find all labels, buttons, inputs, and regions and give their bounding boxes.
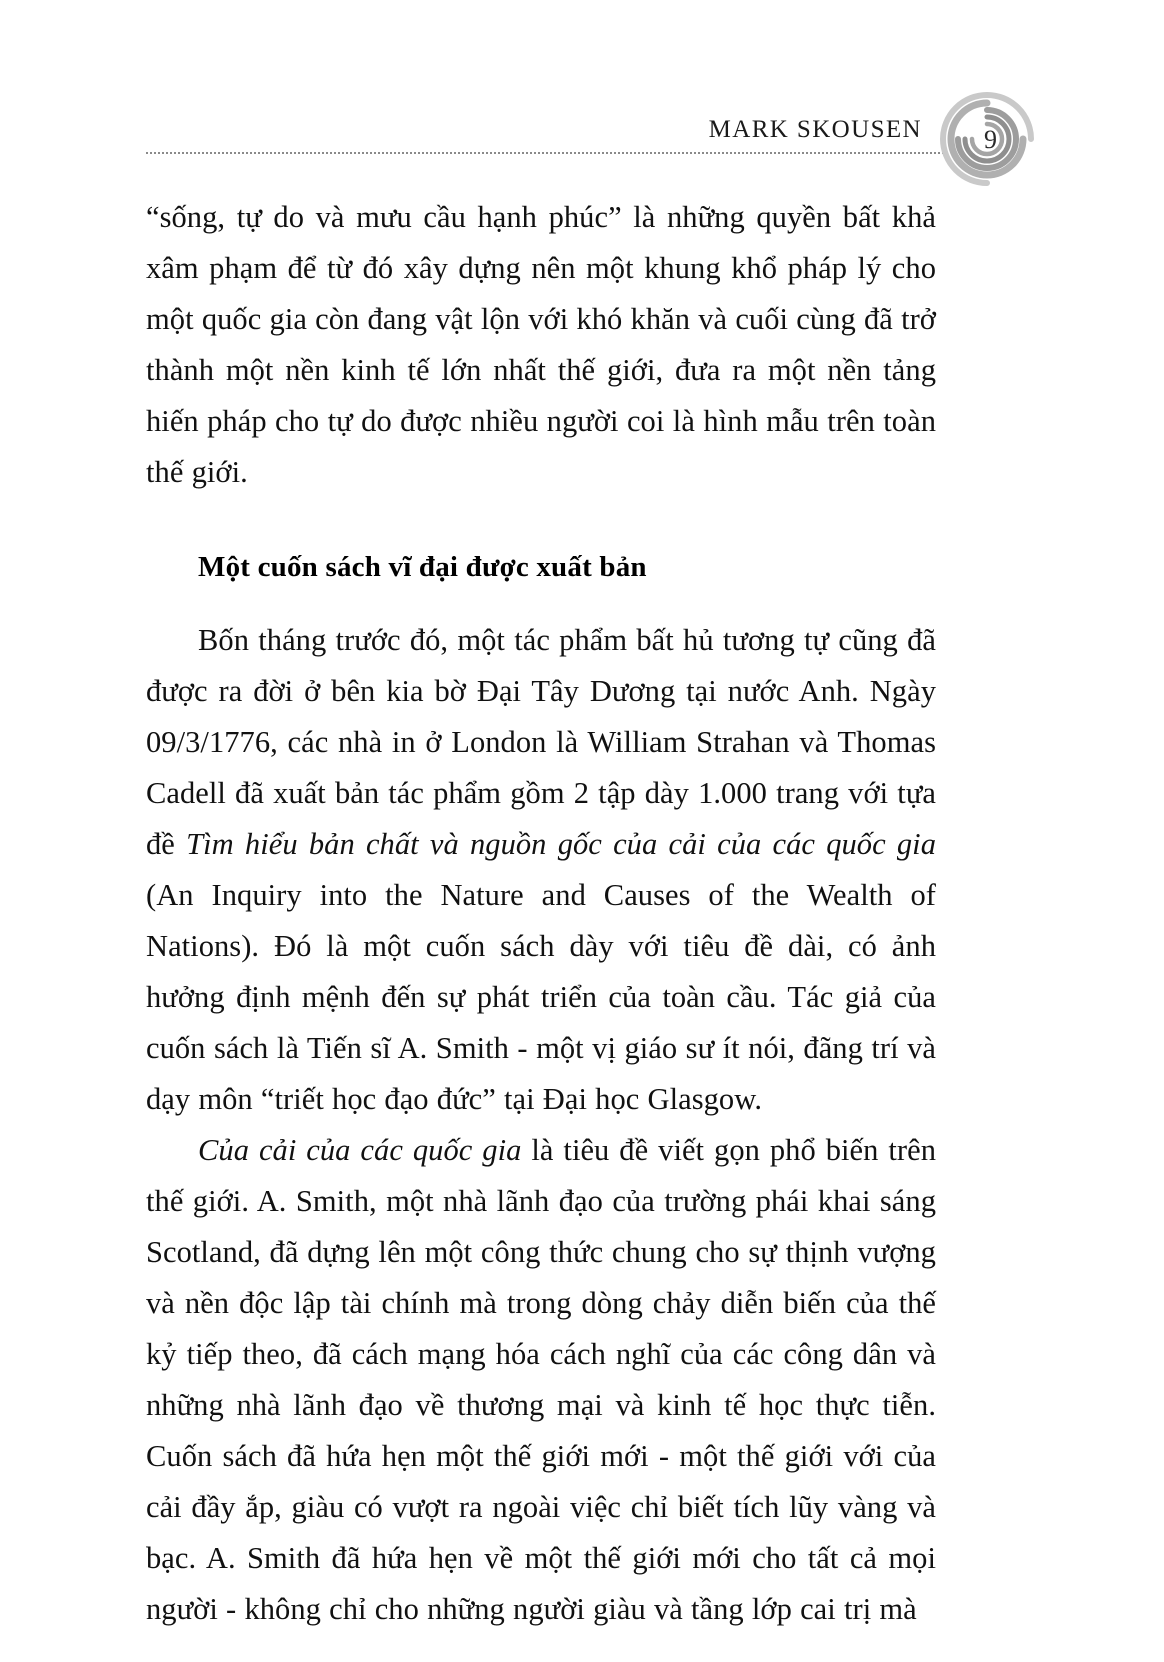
page-number-badge xyxy=(934,86,1040,192)
paragraph-2-text-before-title: Bốn tháng trước đó, một tác phẩm bất hủ tương tự cũng đã được ra đời ở bên kia bờ Đại Tây Dương tại nước Anh. Ngày 09/3/1776, các nhà in ở London là William Strahan và Thomas Cadell đã xuất bản tác phẩm gồm 2 tập dày 1.000 trang với tựa đề xyxy=(146,623,936,861)
section-heading-wrapper xyxy=(146,542,936,593)
paragraph-3-text-after-title: là tiêu đề viết gọn phổ biến trên thế giới. A. Smith, một nhà lãnh đạo của trường phái khai sáng Scotland, đã dựng lên một công thức chung cho sự thịnh vượng và nền độc lập tài chính mà trong dòng chảy diễn biến của thế kỷ tiếp theo, đã cách mạng hóa cách nghĩ của các công dân và những nhà lãnh đạo về thương mại và kinh tế học thực tiễn. Cuốn sách đã hứa hẹn một thế giới mới - một thế giới với của cải đầy ắp, giàu có vượt ra ngoài việc chỉ biết tích lũy vàng và bạc. A. Smith đã hứa hẹn về một thế giới mới cho tất cả mọi người - không chỉ cho những người giàu và tầng lớp cai trị mà xyxy=(146,1133,936,1626)
body-text-block xyxy=(146,192,936,1635)
short-title-italic-vietnamese: Của cải của các quốc gia xyxy=(198,1133,522,1167)
paragraph-1: “sống, tự do và mưu cầu hạnh phúc” là những quyền bất khả xâm phạm để từ đó xây dựng nên một khung khổ pháp lý cho một quốc gia còn đang vật lộn với khó khăn và cuối cùng đã trở thành một nền kinh tế lớn nhất thế giới, đưa ra một nền tảng hiến pháp cho tự do được nhiều người coi là hình mẫu trên toàn thế giới. xyxy=(146,200,936,489)
paragraph-2 xyxy=(146,615,936,1125)
dotted-rule xyxy=(146,152,944,154)
header-author-name: MARK SKOUSEN xyxy=(708,116,922,143)
paragraph-3 xyxy=(146,1125,936,1635)
running-header xyxy=(146,100,1018,162)
book-title-italic-vietnamese: Tìm hiểu bản chất và nguồn gốc của cải của các quốc gia xyxy=(186,827,937,861)
section-heading: Một cuốn sách vĩ đại được xuất bản xyxy=(198,551,647,583)
paragraph-2-text-after-title: (An Inquiry into the Nature and Causes of the Wealth of Nations). Đó là một cuốn sách dày với tiêu đề dài, có ảnh hưởng định mệnh đến sự phát triển của toàn cầu. Tác giả của cuốn sách là Tiến sĩ A. Smith - một vị giáo sư ít nói, đãng trí và dạy môn “triết học đạo đức” tại Đại học Glasgow. xyxy=(146,878,936,1116)
page-number: 9 xyxy=(984,125,997,154)
